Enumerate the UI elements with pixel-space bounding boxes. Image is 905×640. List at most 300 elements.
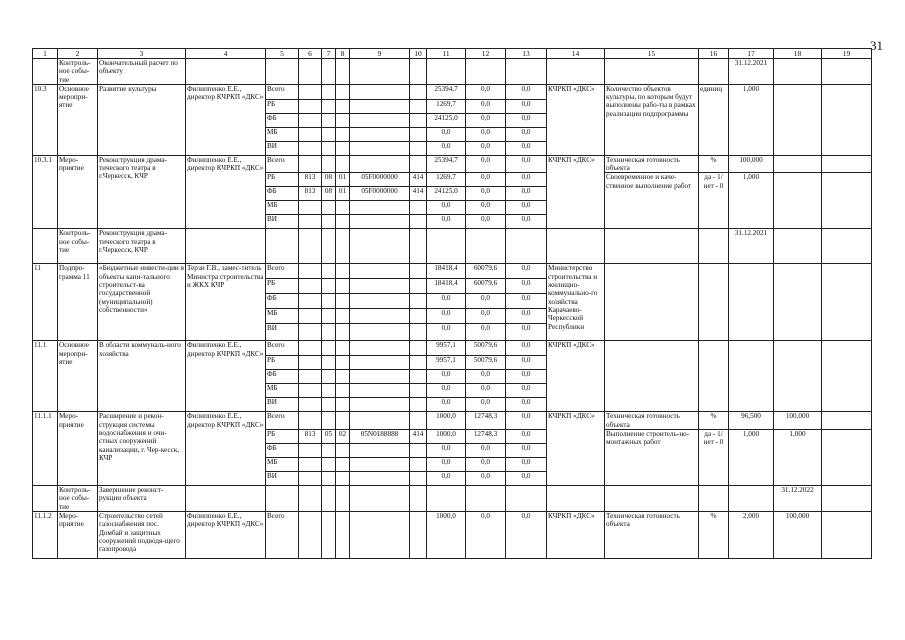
table-cell (336, 294, 350, 309)
table-cell (322, 84, 336, 99)
amount-2020: 9957,1 (427, 356, 466, 370)
amount-2022: 0,0 (506, 444, 547, 458)
table-cell (299, 279, 322, 294)
table-cell (822, 511, 872, 558)
indicator: Техническая готовность объекта (605, 511, 699, 558)
responsible: Филиппенко Е.Е., директор КЧРКП «ДКС» (186, 341, 266, 412)
table-cell (322, 279, 336, 294)
control-event-row (33, 486, 872, 512)
indicator: Количество объектов культуры, по которым будут выполнены рабо-ты в рамках реализации подпрограммы (605, 84, 699, 155)
budget-code: 08 (322, 187, 336, 201)
table-cell (350, 511, 410, 558)
indicator-unit: % (699, 511, 729, 558)
amount-2020: 0,0 (427, 141, 466, 155)
table-cell (605, 59, 699, 85)
funding-source: ФБ (266, 113, 299, 127)
budget-code (336, 215, 350, 229)
funding-source: РБ (266, 173, 299, 187)
table-cell (699, 264, 729, 341)
table-cell (350, 398, 410, 412)
table-cell (322, 113, 336, 127)
table-cell (350, 264, 410, 279)
table-cell (336, 384, 350, 398)
header-cell: 3 (98, 49, 186, 59)
amount-2022: 0,0 (506, 294, 547, 309)
budget-code (299, 155, 322, 173)
budget-code (299, 472, 322, 486)
amount-2022: 0,0 (506, 84, 547, 99)
table-cell (322, 141, 336, 155)
amount-2022: 0,0 (506, 173, 547, 187)
table-cell (336, 324, 350, 341)
budget-code (336, 458, 350, 472)
budget-code: 813 (299, 173, 322, 187)
header-cell: 16 (699, 49, 729, 59)
responsible: Филиппенко Е.Е., директор КЧРКП «ДКС» (186, 155, 266, 229)
header-cell: 12 (466, 49, 506, 59)
table-cell (186, 229, 266, 264)
table-cell (410, 113, 427, 127)
amount-2021: 0,0 (466, 472, 506, 486)
item-code: 11.1.1 (33, 412, 58, 486)
table-cell (427, 486, 466, 512)
budget-code (336, 412, 350, 430)
table-cell (774, 264, 822, 341)
indicator-value: 1,000 (729, 430, 774, 486)
amount-2022: 0,0 (506, 187, 547, 201)
table-cell (322, 229, 336, 264)
event-type: Контроль-ное собы-тие (58, 59, 98, 85)
budget-code: 414 (410, 173, 427, 187)
table-cell (299, 511, 322, 558)
section-row (33, 511, 872, 558)
table-cell (322, 370, 336, 384)
amount-2022: 0,0 (506, 309, 547, 324)
funding-source: ВИ (266, 215, 299, 229)
table-cell (186, 59, 266, 85)
table-cell (299, 398, 322, 412)
table-cell (266, 59, 299, 85)
table-cell (322, 294, 336, 309)
table-cell (547, 229, 605, 264)
funding-source: Всего (266, 511, 299, 558)
amount-2020: 24125,0 (427, 187, 466, 201)
table-cell (336, 370, 350, 384)
budget-code (336, 472, 350, 486)
budget-code (336, 444, 350, 458)
table-cell (729, 264, 774, 341)
budget-code (299, 444, 322, 458)
event-type: Контроль-ное собы-тие (58, 486, 98, 512)
funding-source: МБ (266, 127, 299, 141)
table-cell (33, 59, 58, 85)
amount-2020: 9957,1 (427, 341, 466, 356)
amount-2022: 0,0 (506, 279, 547, 294)
page-number: 31 (870, 38, 883, 53)
budget-code (410, 444, 427, 458)
item-name: «Бюджетные инвести-ции в объекты капи-тального строительст-ва государственной (муниципальной) собственности» (98, 264, 186, 341)
indicator: Техническая готовность объекта (605, 155, 699, 173)
table-cell (506, 486, 547, 512)
amount-2022: 0,0 (506, 264, 547, 279)
header-cell: 19 (822, 49, 872, 59)
table-cell (336, 264, 350, 279)
amount-2022: 0,0 (506, 99, 547, 113)
budget-code: 414 (410, 430, 427, 444)
amount-2021: 0,0 (466, 444, 506, 458)
event-type: Контроль-ное собы-тие (58, 229, 98, 264)
header-cell: 4 (186, 49, 266, 59)
budget-code: 05N0188888 (350, 430, 410, 444)
amount-2021: 0,0 (466, 127, 506, 141)
table-cell (322, 486, 336, 512)
header-cell: 17 (729, 49, 774, 59)
budget-code (350, 444, 410, 458)
amount-2021: 0,0 (466, 155, 506, 173)
section-row (33, 84, 872, 99)
table-cell (729, 341, 774, 412)
amount-2021: 0,0 (466, 99, 506, 113)
table-cell (822, 155, 872, 173)
amount-2021: 0,0 (466, 201, 506, 215)
amount-2020: 25394,7 (427, 155, 466, 173)
header-cell: 10 (410, 49, 427, 59)
table-cell (410, 279, 427, 294)
table-cell (410, 294, 427, 309)
table-cell (336, 356, 350, 370)
amount-2020: 0,0 (427, 384, 466, 398)
table-cell (506, 59, 547, 85)
table-cell (336, 279, 350, 294)
funding-source: ФБ (266, 444, 299, 458)
table-cell (336, 127, 350, 141)
table-cell (299, 341, 322, 356)
table-cell (336, 59, 350, 85)
table-cell (410, 324, 427, 341)
funding-source: МБ (266, 384, 299, 398)
budget-code: 08 (322, 173, 336, 187)
table-cell (322, 384, 336, 398)
funding-source: МБ (266, 201, 299, 215)
table-cell (322, 99, 336, 113)
table-cell (299, 84, 322, 99)
amount-2021: 0,0 (466, 173, 506, 187)
amount-2022: 0,0 (506, 472, 547, 486)
header-cell: 13 (506, 49, 547, 59)
amount-2022: 0,0 (506, 324, 547, 341)
budget-code (410, 215, 427, 229)
indicator-unit: % (699, 412, 729, 430)
funding-source: ВИ (266, 141, 299, 155)
table-cell (322, 264, 336, 279)
table-cell (410, 486, 427, 512)
amount-2020: 0,0 (427, 201, 466, 215)
amount-2020: 0,0 (427, 324, 466, 341)
event-name: Реконструкция драма-тического театра в г.Черкесск, КЧР (98, 229, 186, 264)
table-cell (336, 84, 350, 99)
table-cell (427, 59, 466, 85)
amount-2021: 0,0 (466, 113, 506, 127)
budget-code (322, 201, 336, 215)
amount-2022: 0,0 (506, 412, 547, 430)
budget-code: 05F0000000 (350, 173, 410, 187)
event-date: 31.12.2022 (774, 486, 822, 512)
indicator: Техническая готовность объекта (605, 412, 699, 430)
responsible: Филиппенко Е.Е., директор КЧРКП «ДКС» (186, 412, 266, 486)
table-cell (322, 309, 336, 324)
amount-2021: 0,0 (466, 294, 506, 309)
table-cell (336, 141, 350, 155)
amount-2022: 0,0 (506, 127, 547, 141)
table-cell (410, 229, 427, 264)
funding-source: Всего (266, 84, 299, 99)
section-row (33, 341, 872, 356)
header-cell: 8 (336, 49, 350, 59)
item-name: Расширение и рекон-струкция системы водоснабжения и очи-стных сооружений канализации, г. Чер-кесск, КЧР (98, 412, 186, 486)
amount-2021: 0,0 (466, 215, 506, 229)
indicator-value: 1,000 (729, 84, 774, 155)
budget-code (350, 215, 410, 229)
table-cell (299, 113, 322, 127)
budget-code (322, 412, 336, 430)
table-cell (466, 59, 506, 85)
amount-2022: 0,0 (506, 370, 547, 384)
item-code: 11.1 (33, 341, 58, 412)
budget-code (336, 201, 350, 215)
amount-2022: 0,0 (506, 511, 547, 558)
table-cell (410, 370, 427, 384)
control-event-row (33, 59, 872, 85)
item-code: 11 (33, 264, 58, 341)
header-cell: 7 (322, 49, 336, 59)
table-cell (350, 127, 410, 141)
table-cell (299, 309, 322, 324)
amount-2020: 0,0 (427, 294, 466, 309)
item-name: В области коммуналь-ного хозяйства (98, 341, 186, 412)
indicator: Своевременное и каче-ственное выполнение работ (605, 173, 699, 229)
table-cell (350, 294, 410, 309)
item-type: Меро-приятие (58, 412, 98, 486)
table-cell (466, 229, 506, 264)
table-cell (774, 59, 822, 85)
amount-2020: 25394,7 (427, 84, 466, 99)
event-name: Окончательный расчет по объекту (98, 59, 186, 85)
table-cell (33, 229, 58, 264)
indicator: Выполнение строитель-но-монтажных работ (605, 430, 699, 486)
amount-2021: 0,0 (466, 187, 506, 201)
table-cell (410, 511, 427, 558)
executor: Министерство строительства и жилищно-коммунально-го хозяйства Карачаево-Черкесской Республики (547, 264, 605, 341)
amount-2020: 1269,7 (427, 173, 466, 187)
table-cell (350, 309, 410, 324)
table-cell (605, 264, 699, 341)
table-cell (33, 486, 58, 512)
table-cell (822, 173, 872, 229)
table-cell (410, 384, 427, 398)
amount-2020: 1000,0 (427, 430, 466, 444)
funding-source: ВИ (266, 398, 299, 412)
header-cell: 6 (299, 49, 322, 59)
amount-2020: 1000,0 (427, 511, 466, 558)
indicator-value: 1,000 (774, 430, 822, 486)
executor: КЧРКП «ДКС» (547, 412, 605, 486)
budget-code: 01 (336, 173, 350, 187)
amount-2022: 0,0 (506, 398, 547, 412)
table-cell (336, 511, 350, 558)
table-cell (822, 412, 872, 430)
table-cell (322, 324, 336, 341)
budget-code (350, 472, 410, 486)
section-row (33, 412, 872, 430)
table-cell (605, 229, 699, 264)
table-cell (350, 356, 410, 370)
header-cell: 11 (427, 49, 466, 59)
budget-code: 414 (410, 187, 427, 201)
budget-code: 02 (336, 430, 350, 444)
item-type: Меро-приятие (58, 511, 98, 558)
item-code: 10.3.1 (33, 155, 58, 229)
table-cell (350, 229, 410, 264)
amount-2021: 0,0 (466, 309, 506, 324)
header-cell: 9 (350, 49, 410, 59)
table-cell (299, 486, 322, 512)
table-cell (186, 486, 266, 512)
table-cell (299, 294, 322, 309)
table-cell (410, 341, 427, 356)
amount-2020: 0,0 (427, 472, 466, 486)
indicator-unit: единиц (699, 84, 729, 155)
table-cell (699, 229, 729, 264)
table-cell (322, 341, 336, 356)
table-cell (322, 59, 336, 85)
funding-source: ВИ (266, 472, 299, 486)
budget-code: 01 (336, 187, 350, 201)
budget-code (350, 412, 410, 430)
table-cell (605, 341, 699, 412)
table-cell (336, 229, 350, 264)
amount-2022: 0,0 (506, 430, 547, 444)
funding-source: ФБ (266, 187, 299, 201)
amount-2022: 0,0 (506, 215, 547, 229)
responsible: Терзи Г.В., замес-титель Министра строительства и ЖКХ КЧР (186, 264, 266, 341)
table-cell (410, 59, 427, 85)
funding-source: МБ (266, 309, 299, 324)
header-cell: 14 (547, 49, 605, 59)
table-cell (547, 59, 605, 85)
budget-code (410, 472, 427, 486)
budget-code (410, 412, 427, 430)
table-cell (350, 341, 410, 356)
table-cell (336, 99, 350, 113)
amount-2020: 1269,7 (427, 99, 466, 113)
table-cell (266, 229, 299, 264)
indicator-unit: % (699, 155, 729, 173)
budget-code (350, 155, 410, 173)
table-cell (299, 264, 322, 279)
amount-2022: 0,0 (506, 141, 547, 155)
amount-2022: 0,0 (506, 384, 547, 398)
amount-2022: 0,0 (506, 155, 547, 173)
item-name: Строительство сетей газоснабжения пос. Домбай и защитных сооружений подводя-щего газопровода (98, 511, 186, 558)
indicator-value: 100,000 (774, 412, 822, 430)
item-type: Основное меропри-ятие (58, 341, 98, 412)
indicator-value: 100,000 (729, 155, 774, 173)
table-cell (322, 356, 336, 370)
table-cell (336, 398, 350, 412)
table-cell (350, 324, 410, 341)
table-cell (822, 84, 872, 155)
amount-2021: 0,0 (466, 398, 506, 412)
funding-source: ФБ (266, 294, 299, 309)
table-cell (547, 486, 605, 512)
funding-source: Всего (266, 155, 299, 173)
table-cell (299, 141, 322, 155)
table-cell (350, 486, 410, 512)
amount-2020: 1000,0 (427, 412, 466, 430)
table-cell (336, 341, 350, 356)
amount-2021: 0,0 (466, 370, 506, 384)
amount-2021: 0,0 (466, 141, 506, 155)
indicator-value: 100,000 (774, 511, 822, 558)
amount-2022: 0,0 (506, 201, 547, 215)
budget-code: 05F0000000 (350, 187, 410, 201)
amount-2020: 0,0 (427, 370, 466, 384)
amount-2020: 0,0 (427, 398, 466, 412)
funding-source: Всего (266, 264, 299, 279)
budget-code (322, 458, 336, 472)
budget-code (322, 155, 336, 173)
amount-2020: 0,0 (427, 127, 466, 141)
control-event-row (33, 229, 872, 264)
table-cell (299, 99, 322, 113)
amount-2021: 0,0 (466, 511, 506, 558)
header-cell: 18 (774, 49, 822, 59)
amount-2021: 0,0 (466, 384, 506, 398)
table-cell (322, 511, 336, 558)
table-cell (299, 370, 322, 384)
budget-code (322, 444, 336, 458)
executor: КЧРКП «ДКС» (547, 341, 605, 412)
table-cell (822, 229, 872, 264)
table-cell (322, 127, 336, 141)
table-cell (774, 341, 822, 412)
item-type: Подпро-грамма 11 (58, 264, 98, 341)
program-table (32, 48, 872, 559)
amount-2020: 0,0 (427, 444, 466, 458)
table-cell (336, 113, 350, 127)
item-code: 10.3 (33, 84, 58, 155)
table-cell (410, 141, 427, 155)
section-row (33, 264, 872, 279)
table-cell (410, 99, 427, 113)
funding-source: ФБ (266, 370, 299, 384)
table-cell (322, 398, 336, 412)
amount-2022: 0,0 (506, 113, 547, 127)
table-cell (350, 99, 410, 113)
event-date: 31.12.2021 (729, 229, 774, 264)
table-cell (299, 229, 322, 264)
table-cell (822, 264, 872, 341)
header-cell: 1 (33, 49, 58, 59)
event-date: 31.12.2021 (729, 59, 774, 85)
table-cell (729, 486, 774, 512)
funding-source: Всего (266, 341, 299, 356)
indicator-unit: да - 1/ нет - 0 (699, 430, 729, 486)
budget-code: 05 (322, 430, 336, 444)
budget-code (350, 201, 410, 215)
amount-2021: 0,0 (466, 84, 506, 99)
amount-2020: 24125,0 (427, 113, 466, 127)
